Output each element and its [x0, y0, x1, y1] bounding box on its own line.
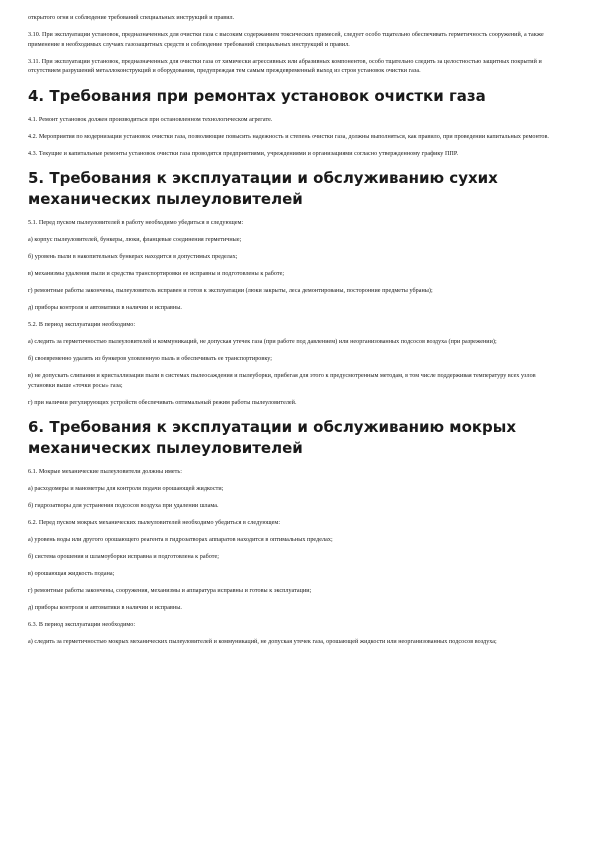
paragraph: 4.3. Текущие и капитальные ремонты установок очистки газа проводятся предприятиями, учреждениями и организациями согласно утвержденному графику ППР.: [28, 150, 459, 157]
paragraph: а) следить за герметичностью мокрых механических пылеуловителей и коммуникаций, не допуская утечек газа, орошающей жидкости или неорганизованных подсосов воздуха;: [28, 639, 497, 646]
section-heading: 4. Требования при ремонтах установок очистки газа: [28, 86, 486, 105]
paragraph: а) следить за герметичностью пылеуловителей и коммуникаций, не допуская утечек газа (при работе под давлением) или неорганизованных подсосов воздуха (при разрежении);: [28, 339, 497, 346]
section-heading: 6. Требования к эксплуатации и обслуживанию мокрых механических пылеуловителей: [28, 418, 517, 458]
paragraph: 4.1. Ремонт установок должен производиться при остановленном технологическом агрегате.: [28, 116, 273, 123]
paragraph: 5.2. В период эксплуатации необходимо:: [28, 322, 136, 329]
paragraph: б) своевременно удалять из бункеров уловленную пыль и обеспечивать ее транспортировку;: [28, 356, 273, 363]
paragraph: а) уровень воды или другого орошающего реагента в гидрозатворах аппаратов находится в оптимальных пределах;: [28, 537, 333, 544]
paragraph: 5.1. Перед пуском пылеуловителей в работу необходимо убедиться в следующем:: [28, 220, 244, 227]
paragraph: д) приборы контроля и автоматики в наличии и исправны.: [28, 305, 182, 312]
paragraph: в) механизмы удаления пыли и средства транспортировки ее исправны и подготовлены к работе;: [28, 271, 285, 278]
document-page: [28, 14, 563, 655]
paragraph: в) орошающая жидкость подана;: [28, 571, 115, 578]
paragraph: г) ремонтные работы закончены, пылеуловитель исправен и готов к эксплуатации (люки закрыты, леса демонтированы, посторонние предметы убраны);: [28, 288, 433, 295]
paragraph: б) гидрозатворы для устранения подсосов воздуха при удалении шлама.: [28, 503, 219, 510]
paragraph: 6.1. Мокрые механические пылеуловители должны иметь:: [28, 469, 182, 476]
paragraph: д) приборы контроля и автоматики в наличии и исправны.: [28, 605, 182, 612]
paragraph: б) уровень пыли в накопительных бункерах находится в допустимых пределах;: [28, 254, 238, 261]
paragraph: 3.10. При эксплуатации установок, предназначенных для очистки газа с высоким содержанием токсических примесей, следует особо тщательно обеспечивать герметичность сооружений, а также применение в необходимых случаях газозащитных средств и соблюдение требований специальных инструкций и правил.: [28, 31, 544, 48]
paragraph: б) система орошения и шламоуборки исправна и подготовлена к работе;: [28, 554, 219, 561]
paragraph: в) не допускать слипания и кристаллизации пыли в системах пылеосаждения и пылеуборки, прибегая для этого к предусмотренным методам, в том числе поддерживая температуру всех узлов установки выше «точки росы» газа;: [28, 373, 536, 389]
paragraph: г) при наличии регулирующих устройств обеспечивать оптимальный режим работы пылеуловителей.: [28, 399, 297, 406]
paragraph: 3.11. При эксплуатации установок, предназначенных для очистки газа от химически агрессивных или абразивных компонентов, особо тщательно следить за целостностью защитных покрытий и отсутствием разрушений металлоконструкций и оборудования, предупреждая тем самым преждевременный выход из строя установок очистки газа.: [28, 58, 542, 75]
paragraph: открытого огня и соблюдение требований специальных инструкций и правил.: [28, 15, 235, 21]
paragraph: 4.2. Мероприятия по модернизации установок очистки газа, позволяющие повысить надежность и степень очистки газа, должны выполняться, как правило, при проведении капитальных ремонтов.: [28, 133, 549, 140]
paragraph: 6.2. Перед пуском мокрых механических пылеуловителей необходимо убедиться в следующем:: [28, 520, 281, 527]
paragraph: г) ремонтные работы закончены, сооружения, механизмы и аппаратура исправны и готовы к эксплуатации;: [28, 588, 312, 595]
paragraph: а) расходомеры и манометры для контроля подачи орошающей жидкости;: [28, 486, 224, 493]
paragraph: 6.3. В период эксплуатации необходимо:: [28, 622, 136, 629]
section-heading: 5. Требования к эксплуатации и обслуживанию сухих механических пылеуловителей: [28, 169, 498, 209]
paragraph: а) корпус пылеуловителей, бункеры, люки, фланцевые соединения герметичные;: [28, 237, 242, 244]
